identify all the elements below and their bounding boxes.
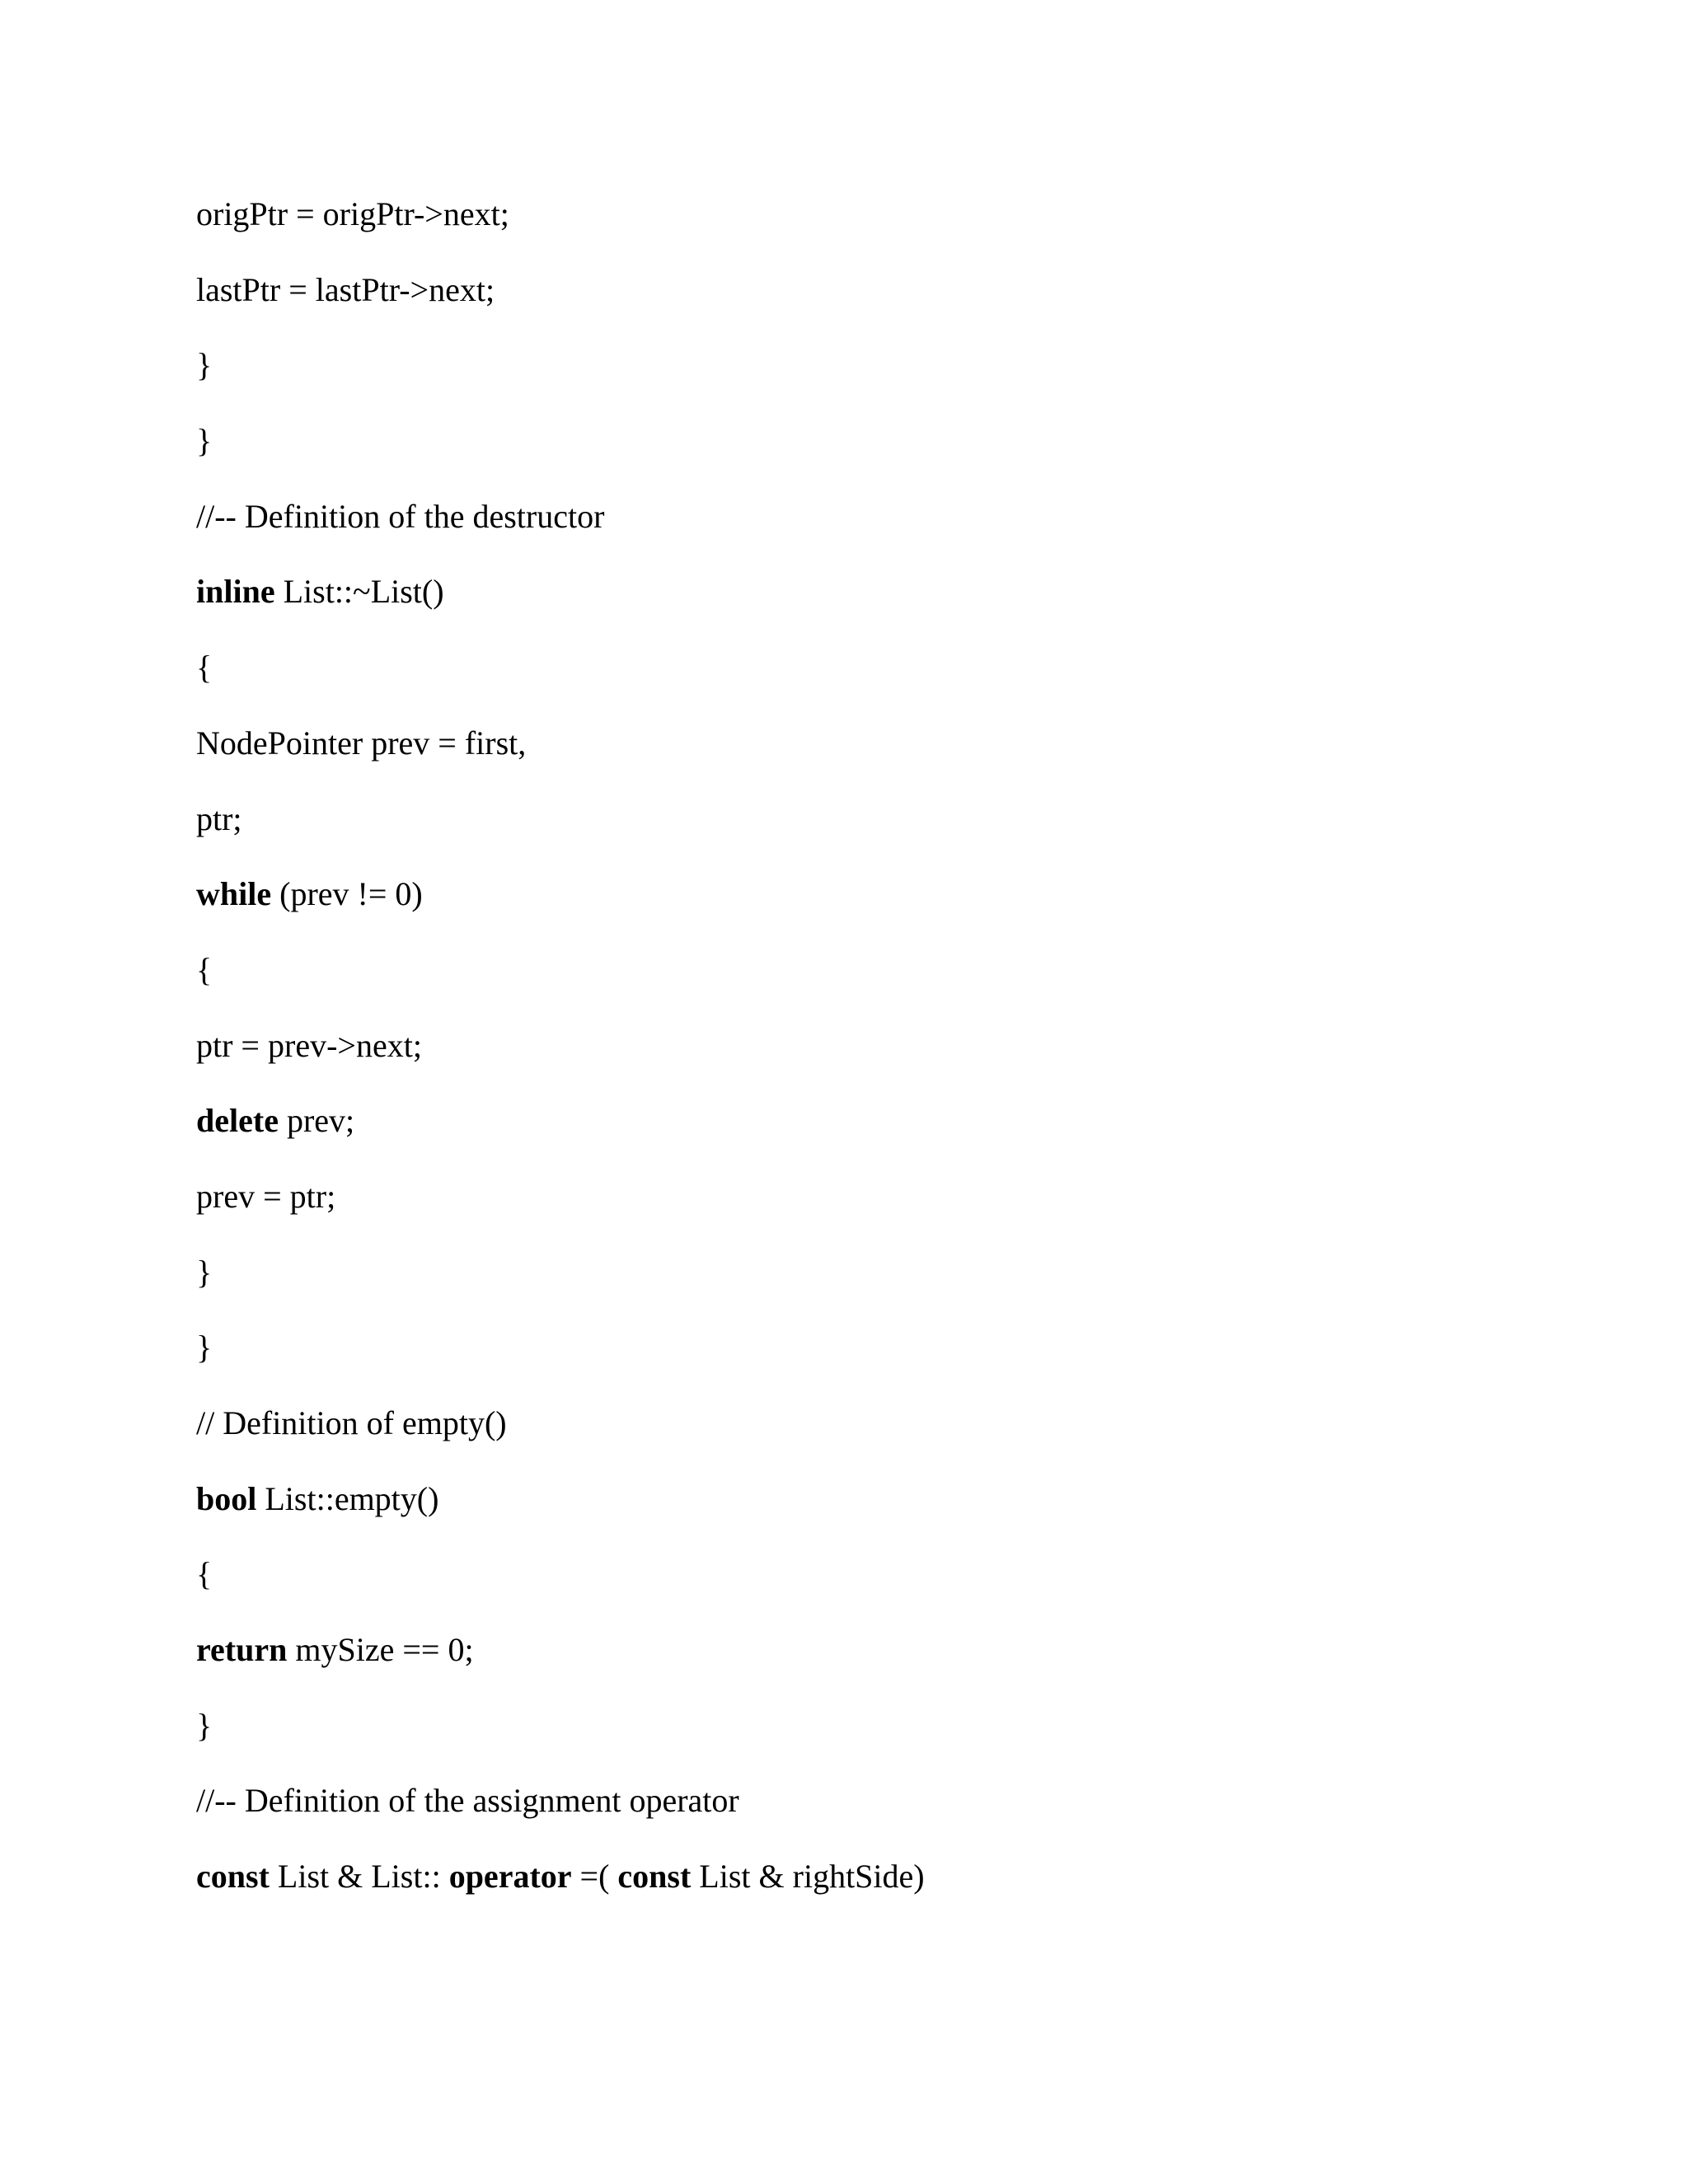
code-text: List & List:: [269, 1858, 449, 1896]
code-text: (prev != 0) [271, 875, 423, 913]
code-line [196, 719, 1597, 794]
code-line [196, 1323, 1597, 1399]
code-text: origPtr = origPtr->next; [196, 195, 509, 232]
code-line [196, 1021, 1597, 1097]
code-text: lastPtr = lastPtr->next; [196, 270, 495, 308]
code-text: ptr = prev->next; [196, 1026, 422, 1064]
code-text: } [196, 346, 213, 384]
code-line [196, 492, 1597, 568]
code-text: ptr; [196, 799, 242, 837]
code-keyword: inline [196, 573, 275, 611]
code-line [196, 1248, 1597, 1324]
code-line [196, 190, 1597, 265]
code-keyword: delete [196, 1102, 279, 1140]
code-listing [196, 190, 1597, 1928]
code-line [196, 567, 1597, 643]
code-keyword: const [617, 1858, 692, 1896]
code-text: } [196, 1329, 213, 1366]
code-line [196, 416, 1597, 492]
code-text: } [196, 1253, 213, 1291]
code-line [196, 265, 1597, 341]
code-line [196, 794, 1597, 870]
code-line [196, 1399, 1597, 1474]
code-line [196, 1776, 1597, 1852]
code-text: { [196, 1555, 213, 1593]
code-line [196, 1474, 1597, 1550]
code-line [196, 1549, 1597, 1625]
code-keyword: operator [448, 1858, 572, 1896]
code-text: =( [571, 1858, 618, 1896]
code-text: // Definition of empty() [196, 1404, 507, 1441]
code-text: { [196, 649, 213, 687]
code-line [196, 869, 1597, 945]
code-text: List & rightSide) [691, 1858, 925, 1896]
code-keyword: const [196, 1858, 270, 1896]
code-text: prev = ptr; [196, 1177, 336, 1215]
code-line [196, 1701, 1597, 1777]
code-text: mySize == 0; [287, 1631, 474, 1669]
code-text: NodePointer prev = first, [196, 724, 527, 762]
code-text: { [196, 950, 213, 988]
code-text: } [196, 422, 213, 460]
code-text: //-- Definition of the destructor [196, 497, 605, 535]
code-line [196, 340, 1597, 416]
code-keyword: while [196, 875, 272, 913]
code-line [196, 1096, 1597, 1172]
code-text: List::~List() [274, 573, 444, 611]
code-text: List::empty() [256, 1479, 439, 1517]
code-text: prev; [278, 1102, 355, 1140]
code-keyword: return [196, 1631, 288, 1669]
code-text: //-- Definition of the assignment operator [196, 1782, 739, 1820]
code-line [196, 1625, 1597, 1701]
code-line [196, 945, 1597, 1021]
code-line [196, 643, 1597, 719]
code-keyword: bool [196, 1479, 257, 1517]
code-text: } [196, 1706, 213, 1744]
code-line [196, 1852, 1597, 1928]
code-line [196, 1172, 1597, 1248]
